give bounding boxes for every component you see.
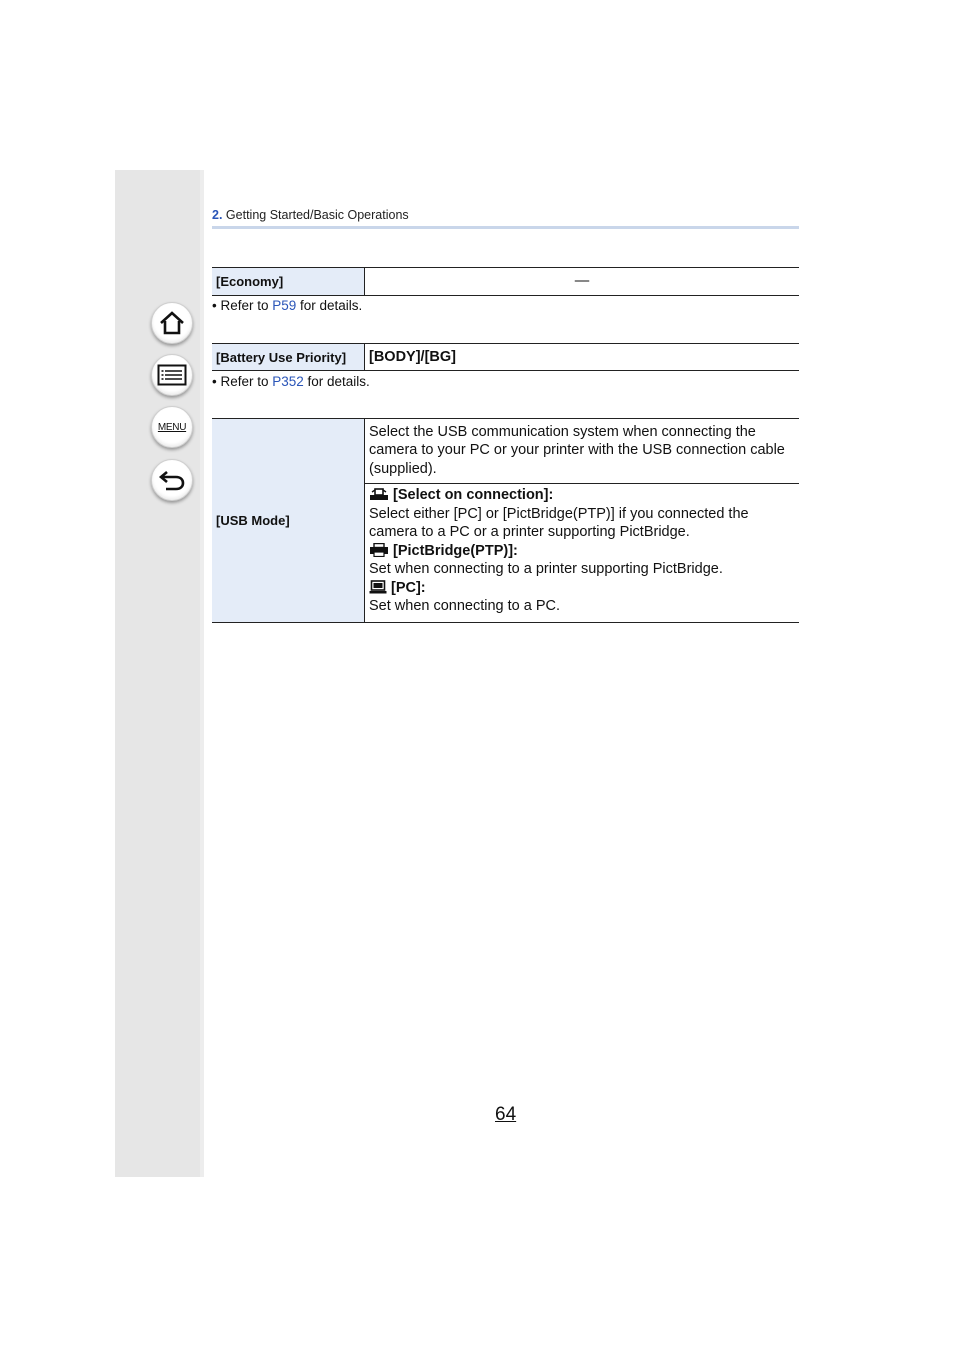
- option-title: [Select on connection]:: [393, 487, 554, 503]
- menu-label: MENU: [157, 421, 187, 433]
- option-text: Set when connecting to a PC.: [369, 598, 561, 614]
- note-prefix: • Refer to: [212, 374, 273, 389]
- note-suffix: for details.: [296, 298, 363, 313]
- page-link-p59[interactable]: P59: [272, 298, 297, 313]
- battery-label: [Battery Use Priority]: [212, 344, 365, 371]
- pc-icon: [369, 580, 387, 594]
- note-prefix: • Refer to: [212, 298, 273, 313]
- usb-description: Select the USB communication system when connecting the camera to your PC or your printer with the USB connection cable (supplied).: [365, 419, 800, 484]
- contents-button[interactable]: [151, 354, 193, 396]
- note-suffix: for details.: [303, 374, 370, 389]
- option-pc: [369, 579, 795, 616]
- back-button[interactable]: [151, 459, 193, 501]
- home-icon: [158, 310, 186, 336]
- chapter-title: Getting Started/Basic Operations: [225, 208, 409, 222]
- usb-options: [365, 484, 800, 623]
- usb-label: [USB Mode]: [212, 419, 365, 623]
- menu-button[interactable]: [151, 406, 193, 448]
- chapter-number: 2.: [212, 208, 223, 222]
- list-icon: [157, 364, 187, 386]
- back-icon: [158, 468, 186, 492]
- economy-table: [212, 267, 799, 296]
- usb-table: [212, 418, 799, 623]
- battery-value: [BODY]/[BG]: [365, 344, 800, 371]
- economy-value: —: [365, 268, 800, 296]
- option-title: [PC]:: [391, 579, 426, 596]
- option-title: [PictBridge(PTP)]:: [393, 542, 518, 559]
- page-number: 64: [495, 1104, 517, 1125]
- option-select-on-connection: [369, 486, 795, 542]
- option-pictbridge: [369, 542, 795, 579]
- option-text: Set when connecting to a printer supporting PictBridge.: [369, 561, 723, 577]
- page-link-p352[interactable]: P352: [272, 374, 304, 389]
- sidebar-edge: [200, 170, 204, 1177]
- economy-label: [Economy]: [212, 268, 365, 296]
- printer-icon: [369, 543, 389, 557]
- battery-table: [212, 343, 799, 371]
- battery-note: [212, 374, 370, 389]
- header-rule: [212, 226, 799, 229]
- option-text: Select either [PC] or [PictBridge(PTP)] if you connected the camera to a PC or a printer supporting PictBridge.: [369, 505, 749, 540]
- chapter-header: [212, 208, 799, 222]
- select-connection-icon: [369, 487, 389, 501]
- home-button[interactable]: [151, 302, 193, 344]
- economy-note: [212, 298, 362, 313]
